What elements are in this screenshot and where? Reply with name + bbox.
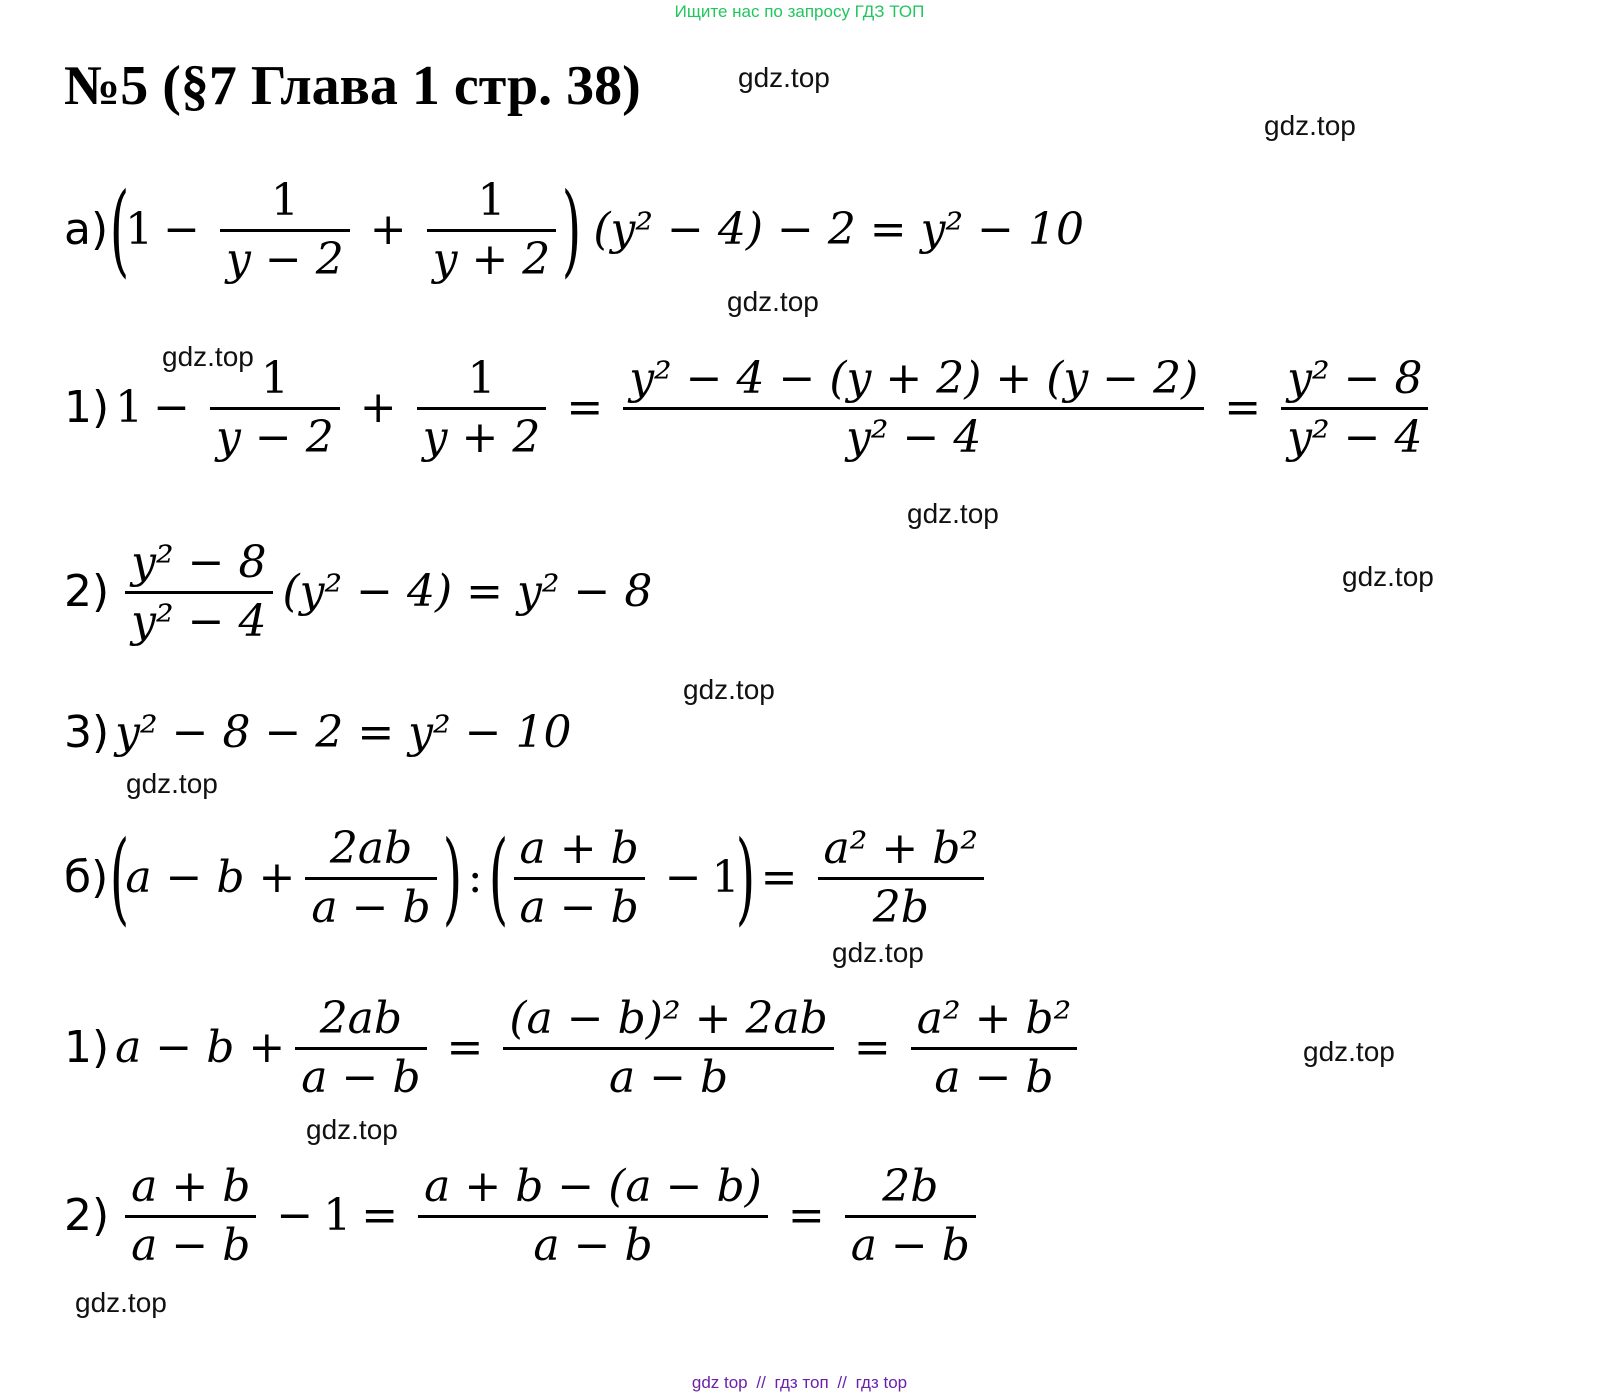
fraction [417, 352, 547, 463]
operator: = [1224, 382, 1262, 433]
label-b: б) [64, 852, 109, 903]
numerator: 1 [260, 352, 289, 404]
numerator [514, 822, 645, 877]
watermark: gdz.top [162, 341, 254, 372]
fraction [125, 1160, 256, 1271]
numerator: 1 [270, 174, 299, 226]
step-label: 3) [64, 707, 110, 758]
step-a3 [64, 702, 572, 764]
fraction [125, 536, 272, 647]
step-a1 [64, 338, 1438, 478]
big-paren-left: ( [488, 819, 508, 936]
denominator-text: y² − 4 [131, 595, 267, 647]
operator: = [760, 852, 798, 903]
watermark: gdz.top [907, 498, 999, 529]
footer-separator: // [837, 1373, 847, 1392]
numerator [623, 352, 1204, 407]
watermark: gdz.top [832, 937, 924, 968]
watermark: gdz.top [126, 768, 218, 799]
fraction [845, 1160, 976, 1271]
numerator [911, 992, 1078, 1047]
numerator-text: a² + b² [916, 992, 1072, 1044]
numerator-text: y² − 4 − (y + 2) + (y − 2) [629, 352, 1199, 404]
fraction [911, 992, 1078, 1103]
step-b1 [64, 978, 1087, 1118]
fraction [427, 174, 557, 285]
numerator [845, 1160, 976, 1215]
watermark: gdz.top [1303, 1036, 1395, 1067]
numerator-text: 2ab [329, 822, 413, 874]
denominator-text: 2b [872, 881, 929, 933]
numerator: 1 [477, 174, 506, 226]
search-banner: Ищите нас по запросу ГДЗ ТОП [674, 2, 925, 21]
denominator-text: y + 2 [422, 411, 541, 463]
denominator-text: a − b [301, 1051, 421, 1103]
denominator-text: a − b [934, 1051, 1054, 1103]
denominator [1281, 410, 1428, 463]
term: 1 [711, 852, 740, 903]
denominator [818, 880, 985, 933]
denominator-text: a − b [608, 1051, 729, 1103]
watermark: gdz.top [75, 1287, 167, 1318]
watermark: gdz.top [727, 286, 819, 317]
fraction [503, 992, 833, 1103]
numerator-text: (a − b)² + 2ab [509, 992, 828, 1044]
term: a − b + [125, 852, 296, 903]
fraction [210, 352, 340, 463]
numerator [818, 822, 985, 877]
fraction [295, 992, 426, 1103]
numerator-text: a + b [519, 822, 639, 874]
equation-a [64, 160, 1084, 300]
operator: − [664, 852, 702, 903]
denominator [220, 232, 350, 285]
operator: = [361, 1190, 399, 1241]
big-paren-right: ) [562, 171, 582, 288]
operator: + [369, 204, 407, 255]
numerator [418, 1160, 768, 1215]
numerator [295, 992, 426, 1047]
page-title: №5 (§7 Глава 1 стр. 38) [64, 55, 641, 117]
term: 1 [115, 382, 144, 433]
denominator [514, 880, 645, 933]
denominator-text: a − b [131, 1219, 251, 1271]
equation-text: y² − 8 − 2 = y² − 10 [115, 707, 572, 758]
equation-tail: (y² − 4) − 2 = y² − 10 [593, 204, 1084, 255]
denominator [125, 594, 272, 647]
denominator [305, 880, 436, 933]
numerator-text: a² + b² [823, 822, 979, 874]
fraction [623, 352, 1204, 463]
fraction [220, 174, 350, 285]
operator: − [276, 1190, 314, 1241]
denominator [125, 1218, 256, 1271]
operator: − [163, 204, 201, 255]
denominator [911, 1050, 1078, 1103]
footer-links [0, 1373, 1599, 1393]
operator: = [853, 1022, 891, 1073]
numerator-text: y² − 8 [1287, 352, 1423, 404]
equation-b [64, 808, 994, 948]
numerator-text: y² − 8 [131, 536, 267, 588]
watermark: gdz.top [1342, 561, 1434, 592]
footer-link[interactable]: гдз топ [774, 1373, 829, 1392]
denominator-text: y − 2 [226, 233, 344, 285]
term: 1 [125, 204, 154, 255]
fraction [305, 822, 436, 933]
term: 1 [323, 1190, 352, 1241]
watermark: gdz.top [306, 1114, 398, 1145]
step-label: 1) [64, 382, 110, 433]
watermark: gdz.top [683, 674, 775, 705]
denominator-text: a − b [850, 1219, 970, 1271]
footer-separator: // [756, 1373, 766, 1392]
step-label: 1) [64, 1022, 110, 1073]
denominator-text: a − b [519, 881, 639, 933]
numerator [125, 1160, 256, 1215]
denominator [503, 1050, 833, 1103]
operator: − [153, 382, 191, 433]
denominator-text: a − b [533, 1219, 653, 1271]
watermark: gdz.top [1264, 110, 1356, 141]
denominator [210, 410, 340, 463]
big-paren-right: ) [735, 819, 755, 936]
numerator: 1 [467, 352, 496, 404]
numerator [503, 992, 833, 1047]
denominator-text: y + 2 [432, 233, 551, 285]
denominator-text: y − 2 [216, 411, 334, 463]
step-label: 2) [64, 1190, 110, 1241]
numerator [125, 536, 272, 591]
watermark: gdz.top [738, 62, 830, 93]
denominator-text: y² − 4 [846, 411, 982, 463]
footer-link[interactable]: gdz top [691, 1373, 748, 1392]
step-a2 [64, 522, 652, 662]
fraction [418, 1160, 768, 1271]
numerator-text: 2ab [319, 992, 403, 1044]
numerator-text: a + b [131, 1160, 251, 1212]
denominator-text: a − b [311, 881, 431, 933]
equation-tail: (y² − 4) = y² − 8 [282, 566, 653, 617]
numerator [305, 822, 436, 877]
denominator [417, 410, 547, 463]
fraction [514, 822, 645, 933]
big-paren-left: ( [109, 171, 130, 288]
big-paren-left: ( [110, 819, 130, 936]
denominator [427, 232, 557, 285]
term: a − b + [115, 1022, 286, 1073]
numerator-text: a + b − (a − b) [424, 1160, 762, 1212]
denominator [295, 1050, 426, 1103]
operator: = [787, 1190, 825, 1241]
step-b2 [64, 1146, 986, 1286]
operator: = [446, 1022, 484, 1073]
operator: : [467, 852, 483, 903]
footer-link[interactable]: гдз top [855, 1373, 908, 1392]
denominator [418, 1218, 768, 1271]
fraction [1281, 352, 1428, 463]
numerator-text: 2b [882, 1160, 939, 1212]
numerator [1281, 352, 1428, 407]
label-a: а) [64, 204, 109, 255]
fraction [818, 822, 985, 933]
operator: = [566, 382, 604, 433]
denominator [623, 410, 1204, 463]
big-paren-right: ) [442, 819, 462, 936]
step-label: 2) [64, 566, 110, 617]
denominator [845, 1218, 976, 1271]
denominator-text: y² − 4 [1287, 411, 1423, 463]
operator: + [359, 382, 397, 433]
